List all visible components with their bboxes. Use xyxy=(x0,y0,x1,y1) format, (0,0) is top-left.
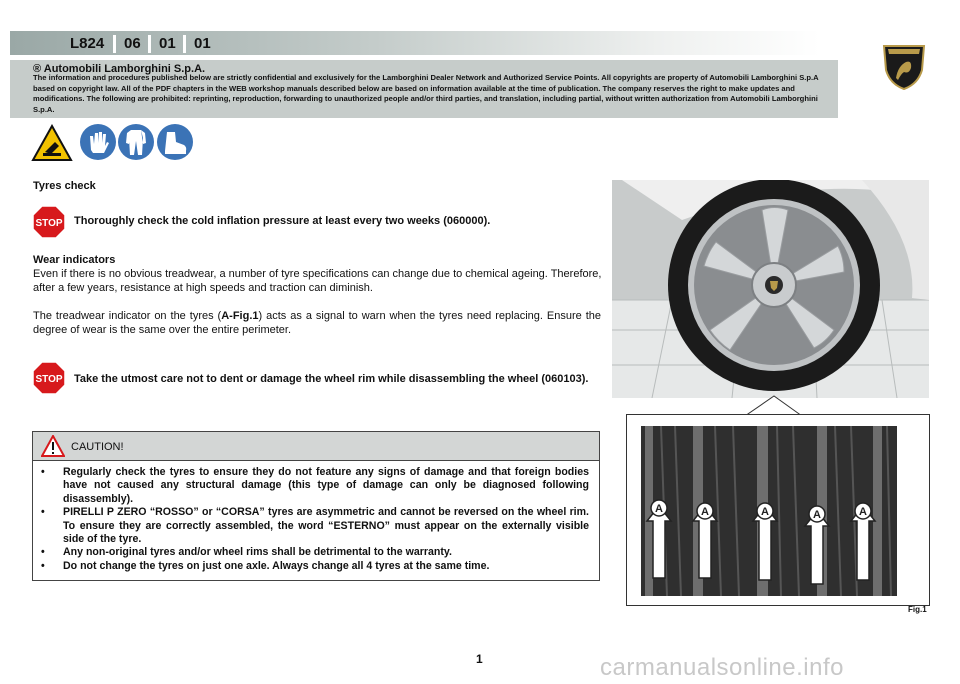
caution-item: • Do not change the tyres on just one axle. Always change all 4 tyres at the same time. xyxy=(41,560,589,573)
wear-text-before: The treadwear indicator on the tyres ( xyxy=(33,310,222,322)
stop-warning-rim: Take the utmost care not to dent or damage the wheel rim while disassembling the wheel (060103). xyxy=(74,373,589,385)
figure-reference: A-Fig.1 xyxy=(221,310,259,322)
hand-hazard-icon xyxy=(31,124,73,162)
notice-title: ® Automobili Lamborghini S.p.A. xyxy=(33,63,206,75)
caution-header xyxy=(33,432,599,461)
warning-icon xyxy=(41,435,65,457)
marker-a: A xyxy=(701,506,709,518)
code-separator xyxy=(148,35,151,53)
caution-title: CAUTION! xyxy=(71,441,124,453)
overalls-icon xyxy=(118,124,154,160)
code-separator xyxy=(183,35,186,53)
caution-item: • Any non-original tyres and/or wheel rims shall be detrimental to the warranty. xyxy=(41,546,589,559)
safety-shoes-icon xyxy=(157,124,193,160)
watermark: carmanualsonline.info xyxy=(600,654,844,681)
figure-label: Fig.1 xyxy=(908,605,927,614)
stop-sign-label: STOP xyxy=(35,374,63,385)
caution-item: • PIRELLI P ZERO “ROSSO” or “CORSA” tyres are asymmetric and cannot be reversed on the wheel rim. To ensure they are correctly assembled, the word “ESTERNO” must appear on the externally visible side of the tyre. xyxy=(41,506,589,546)
wheel-photo xyxy=(612,180,929,398)
code-separator xyxy=(113,35,116,53)
stop-sign-label: STOP xyxy=(35,218,63,229)
wear-paragraph-2 xyxy=(33,309,601,337)
tread-photo xyxy=(641,426,897,596)
marker-a: A xyxy=(655,503,663,515)
wear-indicators-title: Wear indicators xyxy=(33,254,116,266)
group-code: 06 xyxy=(124,35,141,52)
marker-a: A xyxy=(859,506,867,518)
marker-a: A xyxy=(813,509,821,521)
caution-list xyxy=(41,466,589,573)
stop-warning-inflation: Thoroughly check the cold inflation pressure at least every two weeks (060000). xyxy=(74,215,491,227)
caution-box xyxy=(32,431,600,581)
gloves-icon xyxy=(80,124,116,160)
section-code: 01 xyxy=(194,35,211,52)
stop-sign-icon xyxy=(32,361,66,395)
page-number: 1 xyxy=(476,652,483,666)
marker-a: A xyxy=(761,506,769,518)
subgroup-code: 01 xyxy=(159,35,176,52)
tyres-check-title: Tyres check xyxy=(33,180,96,192)
lamborghini-logo xyxy=(882,44,926,90)
model-code: L824 xyxy=(70,35,105,52)
notice-text: The information and procedures published below are strictly confidential and exclusively for the Lamborghini Dealer Network and Authorized Service Points. All copyrights are property of Automobili Lamborghini S.p.A based on copyright law. All of the PDF chapters in the WEB workshop manuals described below are based on information available at the time of publication. The company reserves the right to make updates and modifications. The following are prohibited: reprinting, reproduction, forwarding to unauthorized people and/or third parties, and translation, including partial, without written authorization from Automobili Lamborghini S.p.A. xyxy=(33,73,819,114)
stop-sign-icon xyxy=(32,205,66,239)
wear-paragraph-1: Even if there is no obvious treadwear, a number of tyre specifications can change due to chemical ageing. Therefore, after a few years, resistance at high speeds and traction can diminish. xyxy=(33,268,602,294)
wear-text-after: ) acts as a signal to warn when the tyres need replacing. Ensure the degree of wear is the same over the entire perimeter. xyxy=(33,310,602,336)
caution-item: • Regularly check the tyres to ensure they do not feature any signs of damage and that foreign bodies have not caused any structural damage (this type of damage can only be diagnosed following disassembly). xyxy=(41,466,589,506)
